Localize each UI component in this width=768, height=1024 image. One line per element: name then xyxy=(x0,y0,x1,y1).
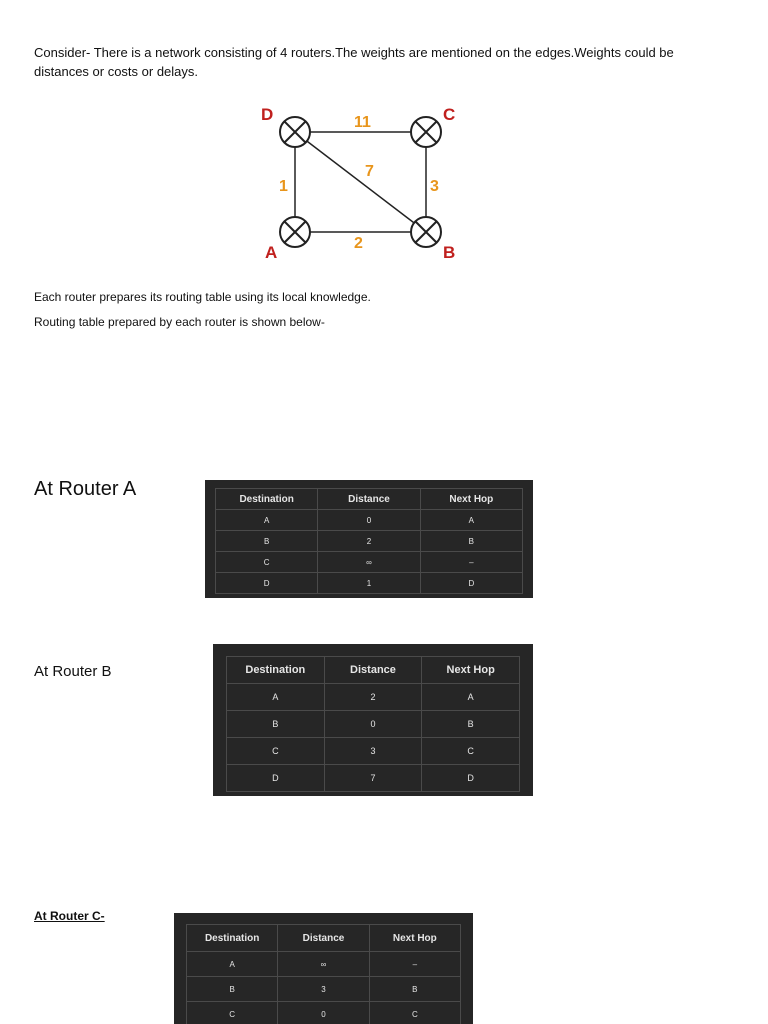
cell-distance: 2 xyxy=(318,531,420,552)
cell-next-hop: B xyxy=(422,711,520,738)
cell-distance: 3 xyxy=(278,977,369,1002)
cell-next-hop: – xyxy=(369,952,460,977)
col-header-next-hop: Next Hop xyxy=(422,657,520,684)
table-row xyxy=(227,765,520,792)
col-header-distance: Distance xyxy=(324,657,422,684)
node-label-d: D xyxy=(261,105,274,124)
cell-next-hop: – xyxy=(420,552,522,573)
col-header-destination: Destination xyxy=(216,489,318,510)
cell-distance: ∞ xyxy=(318,552,420,573)
table-row xyxy=(187,952,461,977)
cell-destination: A xyxy=(216,510,318,531)
weight-d-c: 11 xyxy=(354,114,371,131)
weight-a-b: 2 xyxy=(354,235,363,252)
router-a-icon xyxy=(280,217,310,247)
cell-next-hop: C xyxy=(369,1002,460,1024)
table-row xyxy=(227,738,520,765)
cell-next-hop: B xyxy=(369,977,460,1002)
cell-next-hop: A xyxy=(422,684,520,711)
router-b-icon xyxy=(411,217,441,247)
weight-d-a: 1 xyxy=(279,178,288,195)
router-c-table xyxy=(174,913,473,1024)
node-label-c: C xyxy=(443,105,456,124)
network-diagram xyxy=(240,98,480,268)
router-b-table xyxy=(213,644,533,796)
cell-distance: 0 xyxy=(278,1002,369,1024)
cell-distance: 2 xyxy=(324,684,422,711)
router-c-icon xyxy=(411,117,441,147)
table-row xyxy=(216,573,523,594)
weight-d-b: 7 xyxy=(365,163,374,180)
cell-distance: ∞ xyxy=(278,952,369,977)
local-knowledge-text: Each router prepares its routing table using its local knowledge. xyxy=(34,290,371,304)
cell-destination: C xyxy=(216,552,318,573)
table-row xyxy=(216,531,523,552)
cell-distance: 7 xyxy=(324,765,422,792)
cell-destination: D xyxy=(216,573,318,594)
cell-next-hop: C xyxy=(422,738,520,765)
cell-distance: 0 xyxy=(318,510,420,531)
weight-c-b: 3 xyxy=(430,178,439,195)
cell-next-hop: B xyxy=(420,531,522,552)
col-header-next-hop: Next Hop xyxy=(369,925,460,952)
cell-destination: B xyxy=(227,711,325,738)
routing-table-intro: Routing table prepared by each router is shown below- xyxy=(34,315,325,329)
edges xyxy=(295,132,426,232)
col-header-destination: Destination xyxy=(187,925,278,952)
table-row xyxy=(216,510,523,531)
node-label-b: B xyxy=(443,243,456,262)
router-a-heading: At Router A xyxy=(34,478,137,500)
router-b-heading: At Router B xyxy=(34,663,112,680)
cell-destination: A xyxy=(227,684,325,711)
cell-destination: C xyxy=(227,738,325,765)
router-a-table xyxy=(205,480,533,598)
table-row xyxy=(227,711,520,738)
col-header-distance: Distance xyxy=(278,925,369,952)
col-header-distance: Distance xyxy=(318,489,420,510)
table-row xyxy=(187,1002,461,1024)
cell-destination: D xyxy=(227,765,325,792)
cell-destination: B xyxy=(187,977,278,1002)
col-header-destination: Destination xyxy=(227,657,325,684)
router-c-heading: At Router C- xyxy=(34,909,105,923)
cell-next-hop: A xyxy=(420,510,522,531)
node-label-a: A xyxy=(265,243,278,262)
router-d-icon xyxy=(280,117,310,147)
cell-next-hop: D xyxy=(420,573,522,594)
table-row xyxy=(216,552,523,573)
cell-next-hop: D xyxy=(422,765,520,792)
edge-d-b xyxy=(295,132,426,232)
cell-distance: 1 xyxy=(318,573,420,594)
cell-distance: 3 xyxy=(324,738,422,765)
table-row xyxy=(187,977,461,1002)
col-header-next-hop: Next Hop xyxy=(420,489,522,510)
cell-destination: C xyxy=(187,1002,278,1024)
cell-destination: A xyxy=(187,952,278,977)
table-row xyxy=(227,684,520,711)
intro-paragraph: Consider- There is a network consisting of 4 routers.The weights are mentioned on the edges.Weights could be distances or costs or delays. xyxy=(34,45,674,79)
cell-destination: B xyxy=(216,531,318,552)
cell-distance: 0 xyxy=(324,711,422,738)
